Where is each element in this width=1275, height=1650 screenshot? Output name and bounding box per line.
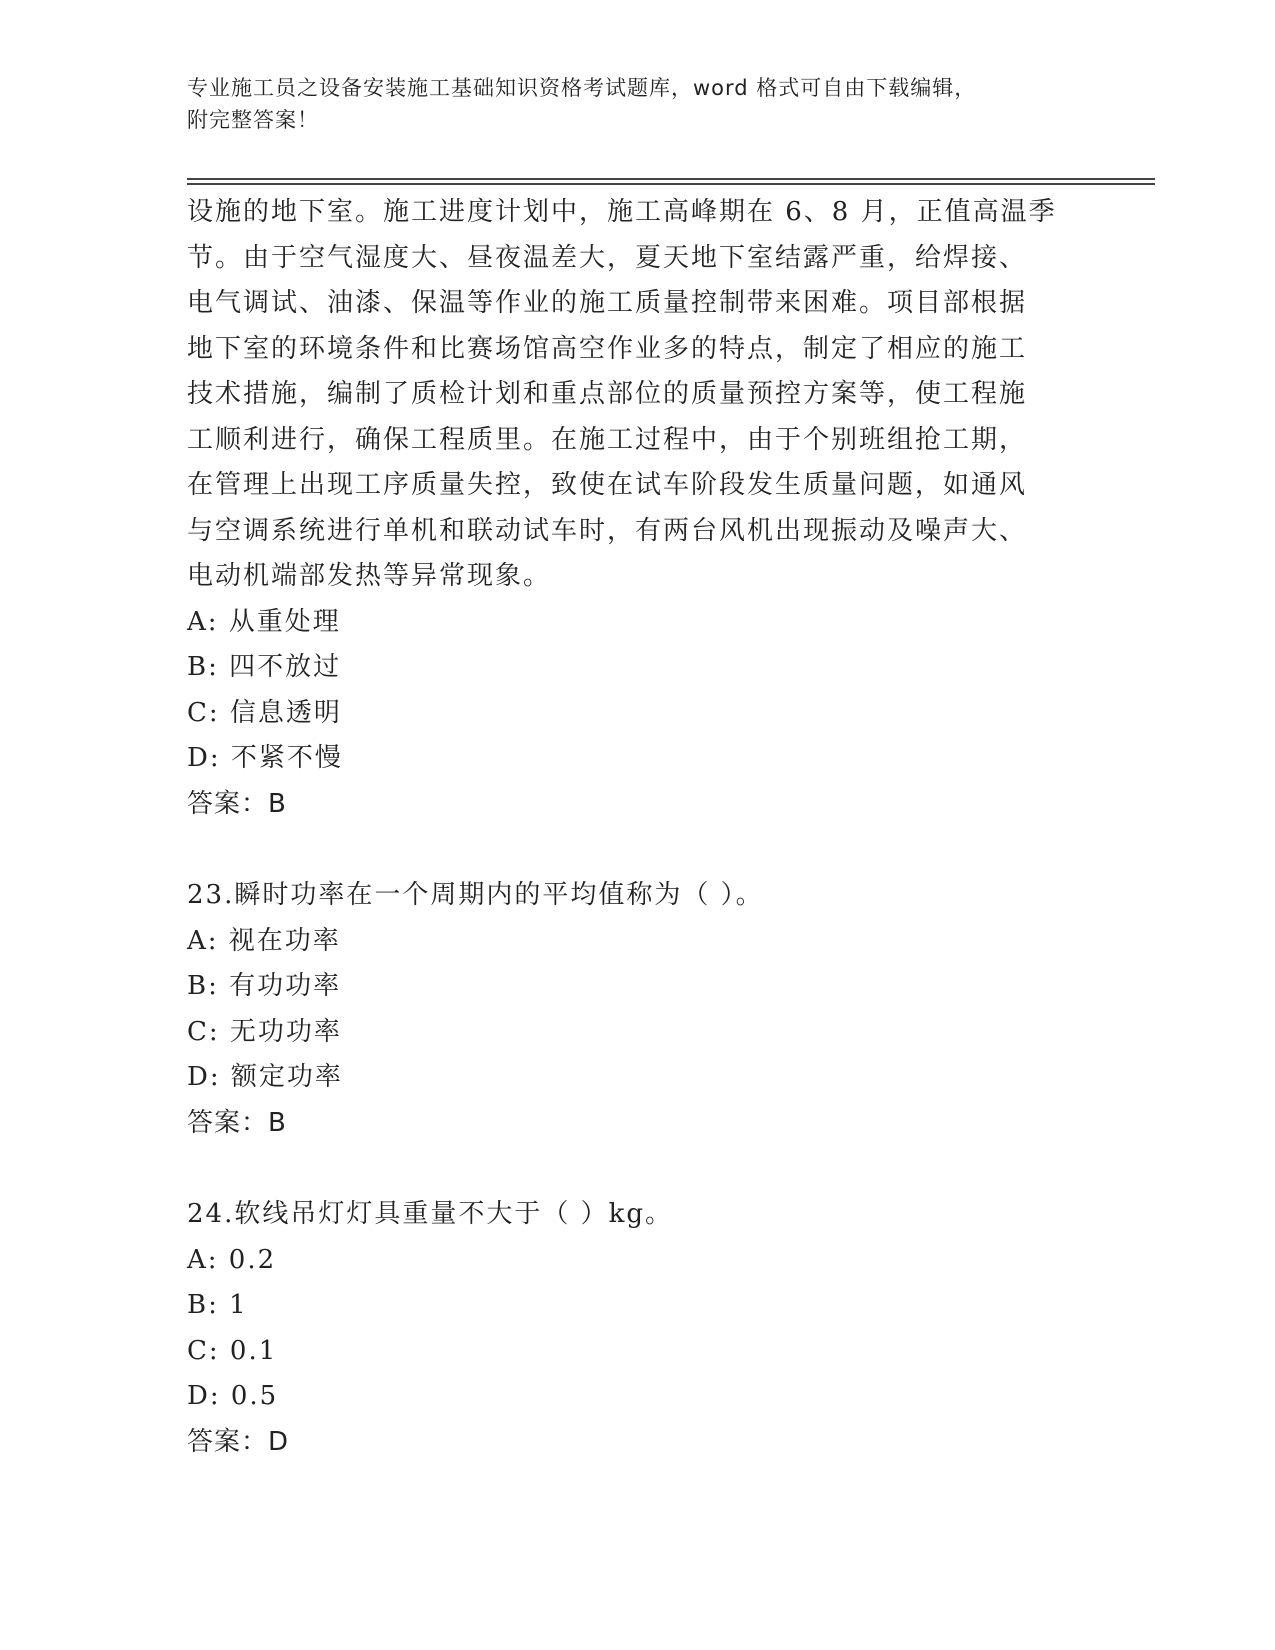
question-22-passage [187,190,1087,600]
option-a: A: 从重处理 [187,606,341,637]
question-23 [187,873,1087,1146]
passage-line: 电气调试、油漆、保温等作业的施工质量控制带来困难。项目部根据 [187,288,1028,318]
passage-line: 在管理上出现工序质量失控，致使在试车阶段发生质量问题，如通风 [187,470,1028,500]
option-d: D: 额定功率 [187,1062,343,1092]
passage-line: 与空调系统进行单机和联动试车时，有两台风机出现振动及噪声大、 [187,515,1028,546]
header-line-1: 专业施工员之设备安装施工基础知识资格考试题库，word 格式可自由下载编辑， [187,76,977,100]
passage-line: 节。由于空气湿度大、昼夜温差大，夏天地下室结露严重，给焊接、 [187,242,1028,273]
question-23-text: 23.瞬时功率在一个周期内的平均值称为（ ）。 [187,880,764,910]
passage-line: 设施的地下室。施工进度计划中，施工高峰期在 6、8 月，正值高温季 [187,197,1057,227]
spacer [187,1146,1087,1192]
question-24 [187,1192,1087,1465]
question-22-answer: 答案：B [187,788,287,819]
header-line-2: 附完整答案！ [187,108,319,132]
option-a: A: 视在功率 [187,925,341,956]
option-d: D: 不紧不慢 [187,743,343,773]
document-header [187,72,1067,136]
option-b: B: 1 [187,1290,248,1320]
passage-line: 工顺利进行，确保工程质里。在施工过程中，由于个别班组抢工期， [187,424,1028,455]
spacer [187,827,1087,873]
question-24-answer: 答案：D [187,1426,290,1457]
question-24-text: 24.软线吊灯灯具重量不大于（ ）kg。 [187,1199,674,1229]
option-b: B: 四不放过 [187,652,342,682]
question-23-answer: 答案：B [187,1107,287,1138]
passage-line: 地下室的环境条件和比赛场馆高空作业多的特点，制定了相应的施工 [187,333,1028,364]
option-d: D: 0.5 [187,1381,279,1411]
passage-line: 电动机端部发热等异常现象。 [187,561,552,591]
option-c: C: 信息透明 [187,697,342,728]
passage-line: 技术措施，编制了质检计划和重点部位的质量预控方案等，使工程施 [187,379,1028,409]
question-22-options [187,600,1087,782]
header-divider-top [187,178,1155,180]
option-c: C: 0.1 [187,1335,278,1366]
header-divider-bottom [187,183,1155,185]
option-a: A: 0.2 [187,1244,277,1275]
option-c: C: 无功功率 [187,1016,342,1047]
option-b: B: 有功功率 [187,971,342,1001]
document-body [187,190,1087,1465]
